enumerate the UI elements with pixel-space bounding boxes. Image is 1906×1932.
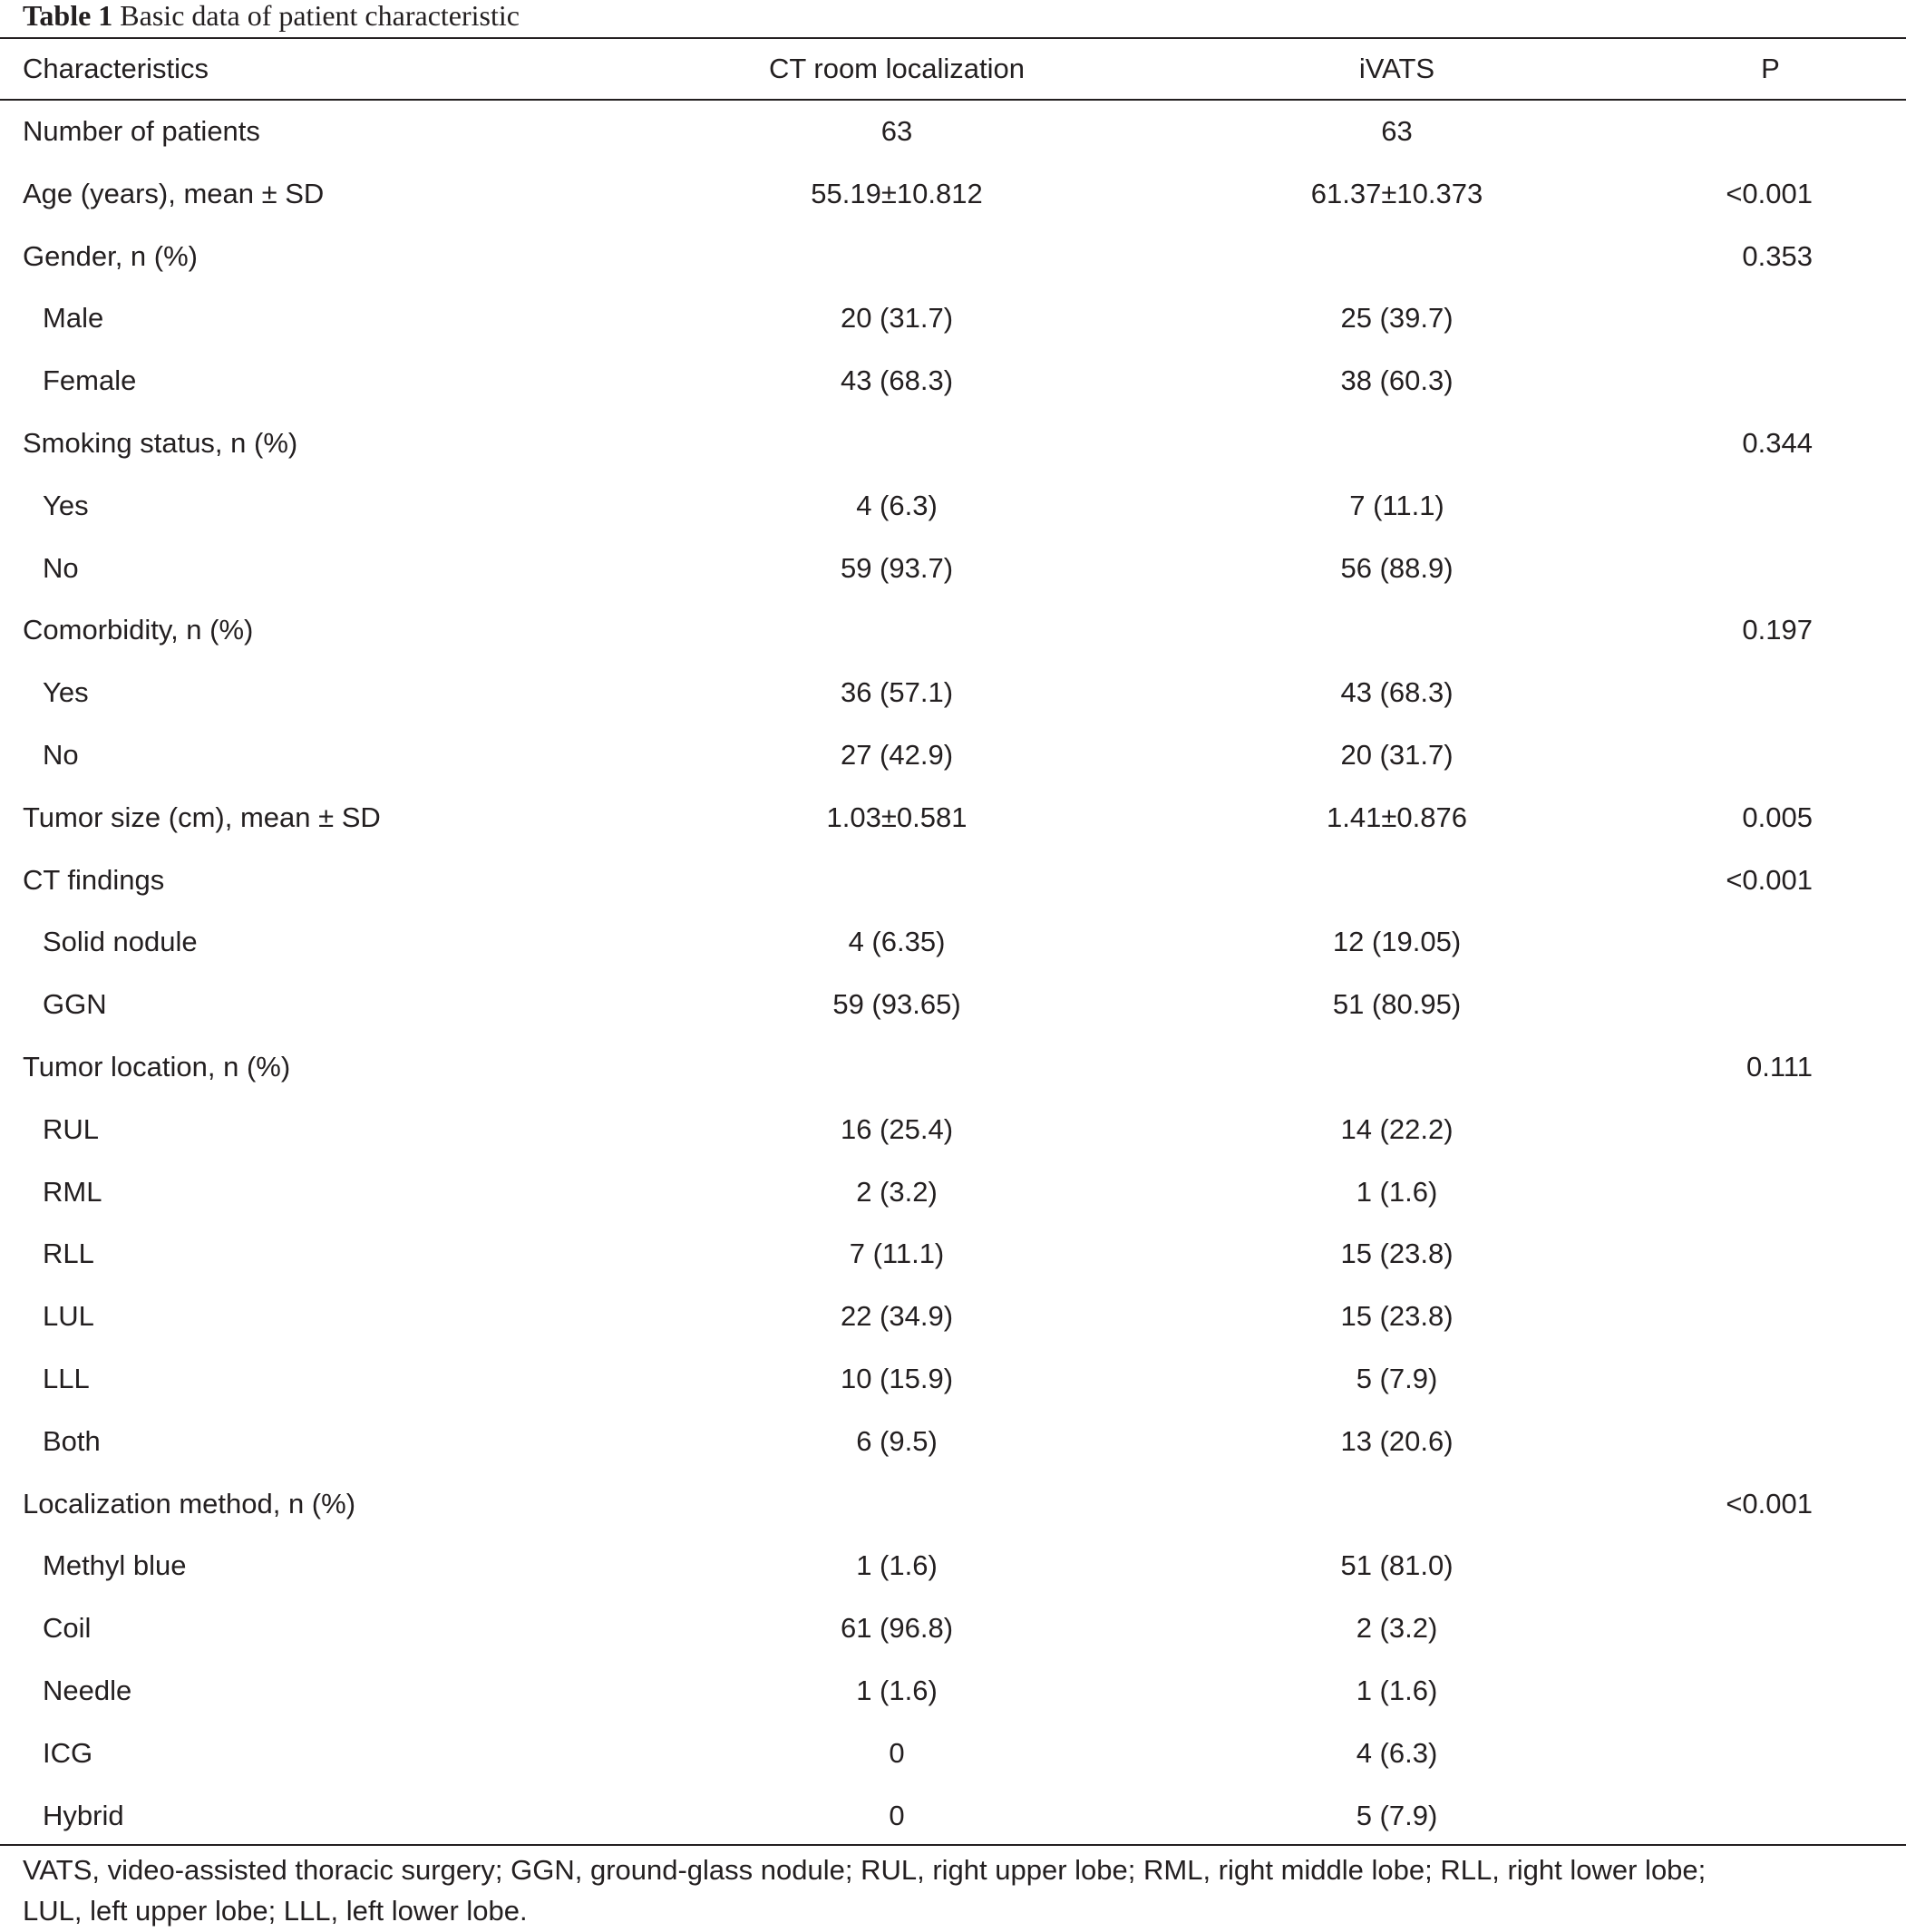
cell-ivats: 56 (88.9)	[1340, 551, 1454, 584]
row-label: Number of patients	[23, 115, 260, 147]
cell-ct-room: 10 (15.9)	[840, 1362, 954, 1394]
cell-p-value	[1635, 1597, 1906, 1660]
table-row	[0, 974, 1906, 1036]
row-label: Tumor location, n (%)	[23, 1050, 291, 1083]
cell-p-value: 0.353	[1742, 239, 1813, 272]
row-label: GGN	[43, 988, 107, 1021]
cell-ct-room: 2 (3.2)	[856, 1175, 938, 1208]
cell-p-value	[1635, 287, 1906, 350]
table-row	[0, 1099, 1906, 1161]
table-row	[0, 475, 1906, 538]
cell-p-value	[1635, 1411, 1906, 1473]
cell-p-value	[1635, 974, 1906, 1036]
cell-ct-room	[635, 1473, 1159, 1536]
cell-p-value: 0.111	[1746, 1050, 1813, 1083]
cell-p-value	[1635, 1785, 1906, 1848]
cell-ct-room: 4 (6.35)	[848, 926, 946, 958]
table-footnote	[23, 1849, 1891, 1931]
table-row	[0, 849, 1906, 912]
table-row	[0, 1286, 1906, 1348]
row-label: RUL	[43, 1112, 100, 1145]
row-label: Methyl blue	[43, 1549, 187, 1582]
cell-ct-room	[635, 849, 1159, 912]
cell-p-value	[1635, 1223, 1906, 1286]
cell-p-value	[1635, 350, 1906, 413]
cell-p-value: <0.001	[1726, 1487, 1813, 1519]
cell-ct-room: 55.19±10.812	[811, 177, 983, 209]
cell-ivats: 2 (3.2)	[1356, 1612, 1438, 1645]
table-row	[0, 1348, 1906, 1411]
row-label: Yes	[43, 489, 89, 521]
cell-p-value	[1635, 662, 1906, 724]
row-label: Coil	[43, 1612, 92, 1645]
table-row	[0, 99, 1906, 163]
table-caption-label: Table 1	[23, 0, 113, 32]
cell-ivats: 51 (81.0)	[1340, 1549, 1454, 1582]
row-label: RLL	[43, 1238, 94, 1270]
cell-p-value	[1635, 1660, 1906, 1723]
table-row	[0, 1161, 1906, 1224]
cell-ct-room	[635, 413, 1159, 475]
table-row	[0, 1411, 1906, 1473]
cell-ct-room	[635, 1036, 1159, 1099]
row-label: Age (years), mean ± SD	[23, 177, 325, 209]
cell-ivats: 61.37±10.373	[1310, 177, 1483, 209]
table-row	[0, 1723, 1906, 1785]
cell-ct-room: 6 (9.5)	[856, 1424, 938, 1457]
table-row	[0, 287, 1906, 350]
cell-ivats: 4 (6.3)	[1356, 1736, 1438, 1769]
table-row	[0, 1535, 1906, 1597]
table-row	[0, 1036, 1906, 1099]
table-row	[0, 911, 1906, 974]
cell-ct-room: 27 (42.9)	[840, 738, 954, 771]
cell-ct-room: 0	[889, 1799, 905, 1831]
cell-ivats: 43 (68.3)	[1340, 676, 1454, 709]
cell-ct-room: 7 (11.1)	[849, 1238, 945, 1270]
cell-ivats: 1 (1.6)	[1356, 1674, 1438, 1706]
cell-p-value: <0.001	[1726, 863, 1813, 896]
table-row	[0, 787, 1906, 849]
footnote-line: VATS, video-assisted thoracic surgery; GGN, ground-glass nodule; RUL, right upper lobe; RML, right middle lobe; RLL, right lower lobe;	[23, 1854, 1707, 1886]
cell-ivats: 5 (7.9)	[1356, 1362, 1438, 1394]
table-row	[0, 413, 1906, 475]
table-row	[0, 1785, 1906, 1848]
cell-ivats	[1159, 413, 1635, 475]
row-label: Localization method, n (%)	[23, 1487, 356, 1519]
table-header-row	[0, 39, 1906, 99]
cell-p-value	[1635, 538, 1906, 600]
cell-p-value: <0.001	[1726, 177, 1813, 209]
cell-p-value	[1635, 1161, 1906, 1224]
cell-ivats: 12 (19.05)	[1332, 926, 1462, 958]
table-row	[0, 1223, 1906, 1286]
cell-ct-room: 1.03±0.581	[826, 801, 968, 833]
row-label: Yes	[43, 676, 89, 709]
table-row	[0, 226, 1906, 288]
cell-ivats: 5 (7.9)	[1356, 1799, 1438, 1831]
column-header-ivats: iVATS	[1358, 53, 1435, 84]
cell-ivats	[1159, 226, 1635, 288]
row-label: No	[43, 551, 79, 584]
table-row	[0, 599, 1906, 662]
row-label: LLL	[43, 1362, 90, 1394]
cell-p-value: 0.344	[1742, 426, 1813, 459]
cell-ct-room: 20 (31.7)	[840, 302, 954, 335]
patient-characteristics-table	[0, 39, 1906, 1847]
cell-ct-room: 16 (25.4)	[840, 1112, 954, 1145]
cell-ivats: 20 (31.7)	[1340, 738, 1454, 771]
cell-ivats	[1159, 849, 1635, 912]
cell-ct-room: 36 (57.1)	[840, 676, 954, 709]
row-label: Smoking status, n (%)	[23, 426, 298, 459]
cell-ct-room: 63	[880, 115, 913, 147]
cell-p-value	[1635, 911, 1906, 974]
row-label: Tumor size (cm), mean ± SD	[23, 801, 381, 833]
row-label: LUL	[43, 1300, 94, 1333]
cell-p-value	[1635, 99, 1906, 163]
table-row	[0, 1660, 1906, 1723]
cell-ct-room	[635, 599, 1159, 662]
row-label: Solid nodule	[43, 926, 198, 958]
cell-ct-room: 61 (96.8)	[840, 1612, 954, 1645]
row-label: Hybrid	[43, 1799, 124, 1831]
row-label: No	[43, 738, 79, 771]
table-caption-text: Basic data of patient characteristic	[120, 0, 520, 32]
column-header-p: P	[1761, 53, 1780, 84]
row-label: Female	[43, 364, 137, 397]
cell-ivats: 7 (11.1)	[1349, 489, 1444, 521]
cell-ivats: 14 (22.2)	[1340, 1112, 1454, 1145]
cell-ivats: 63	[1381, 115, 1413, 147]
cell-p-value	[1635, 724, 1906, 787]
row-label: Comorbidity, n (%)	[23, 614, 254, 646]
cell-ivats	[1159, 599, 1635, 662]
cell-ivats: 15 (23.8)	[1340, 1300, 1454, 1333]
row-label: RML	[43, 1175, 102, 1208]
cell-ivats	[1159, 1036, 1635, 1099]
row-label: Needle	[43, 1674, 132, 1706]
cell-ct-room: 59 (93.7)	[840, 551, 954, 584]
row-label: Both	[43, 1424, 101, 1457]
table-row	[0, 1597, 1906, 1660]
footnote-line: LUL, left upper lobe; LLL, left lower lobe.	[23, 1895, 528, 1927]
cell-ivats: 51 (80.95)	[1332, 988, 1462, 1021]
cell-p-value	[1635, 1348, 1906, 1411]
cell-ct-room: 43 (68.3)	[840, 364, 954, 397]
cell-ivats: 25 (39.7)	[1340, 302, 1454, 335]
table-row	[0, 662, 1906, 724]
table-row	[0, 724, 1906, 787]
row-label: ICG	[43, 1736, 93, 1769]
cell-ct-room: 1 (1.6)	[856, 1674, 938, 1706]
row-label: Male	[43, 302, 104, 335]
cell-p-value	[1635, 1099, 1906, 1161]
cell-p-value: 0.197	[1742, 614, 1813, 646]
table-body	[0, 99, 1906, 1847]
cell-ct-room: 1 (1.6)	[856, 1549, 938, 1582]
cell-ivats: 15 (23.8)	[1340, 1238, 1454, 1270]
table-caption	[23, 0, 520, 34]
cell-ivats: 1 (1.6)	[1356, 1175, 1438, 1208]
cell-ct-room: 0	[889, 1736, 905, 1769]
cell-ivats: 38 (60.3)	[1340, 364, 1454, 397]
row-label: CT findings	[23, 863, 165, 896]
column-header-ct-room: CT room localization	[769, 53, 1025, 84]
cell-ct-room	[635, 226, 1159, 288]
cell-p-value	[1635, 1723, 1906, 1785]
cell-ct-room: 4 (6.3)	[856, 489, 938, 521]
cell-ivats	[1159, 1473, 1635, 1536]
cell-p-value	[1635, 475, 1906, 538]
cell-ct-room: 22 (34.9)	[840, 1300, 954, 1333]
cell-p-value	[1635, 1286, 1906, 1348]
table-row	[0, 163, 1906, 226]
column-header-characteristics: Characteristics	[23, 53, 209, 84]
cell-ivats: 13 (20.6)	[1340, 1424, 1454, 1457]
cell-ivats: 1.41±0.876	[1327, 801, 1467, 833]
cell-p-value	[1635, 1535, 1906, 1597]
row-label: Gender, n (%)	[23, 239, 198, 272]
table-row	[0, 538, 1906, 600]
table-row	[0, 1473, 1906, 1536]
cell-ct-room: 59 (93.65)	[832, 988, 961, 1021]
cell-p-value: 0.005	[1742, 801, 1813, 833]
table-row	[0, 350, 1906, 413]
